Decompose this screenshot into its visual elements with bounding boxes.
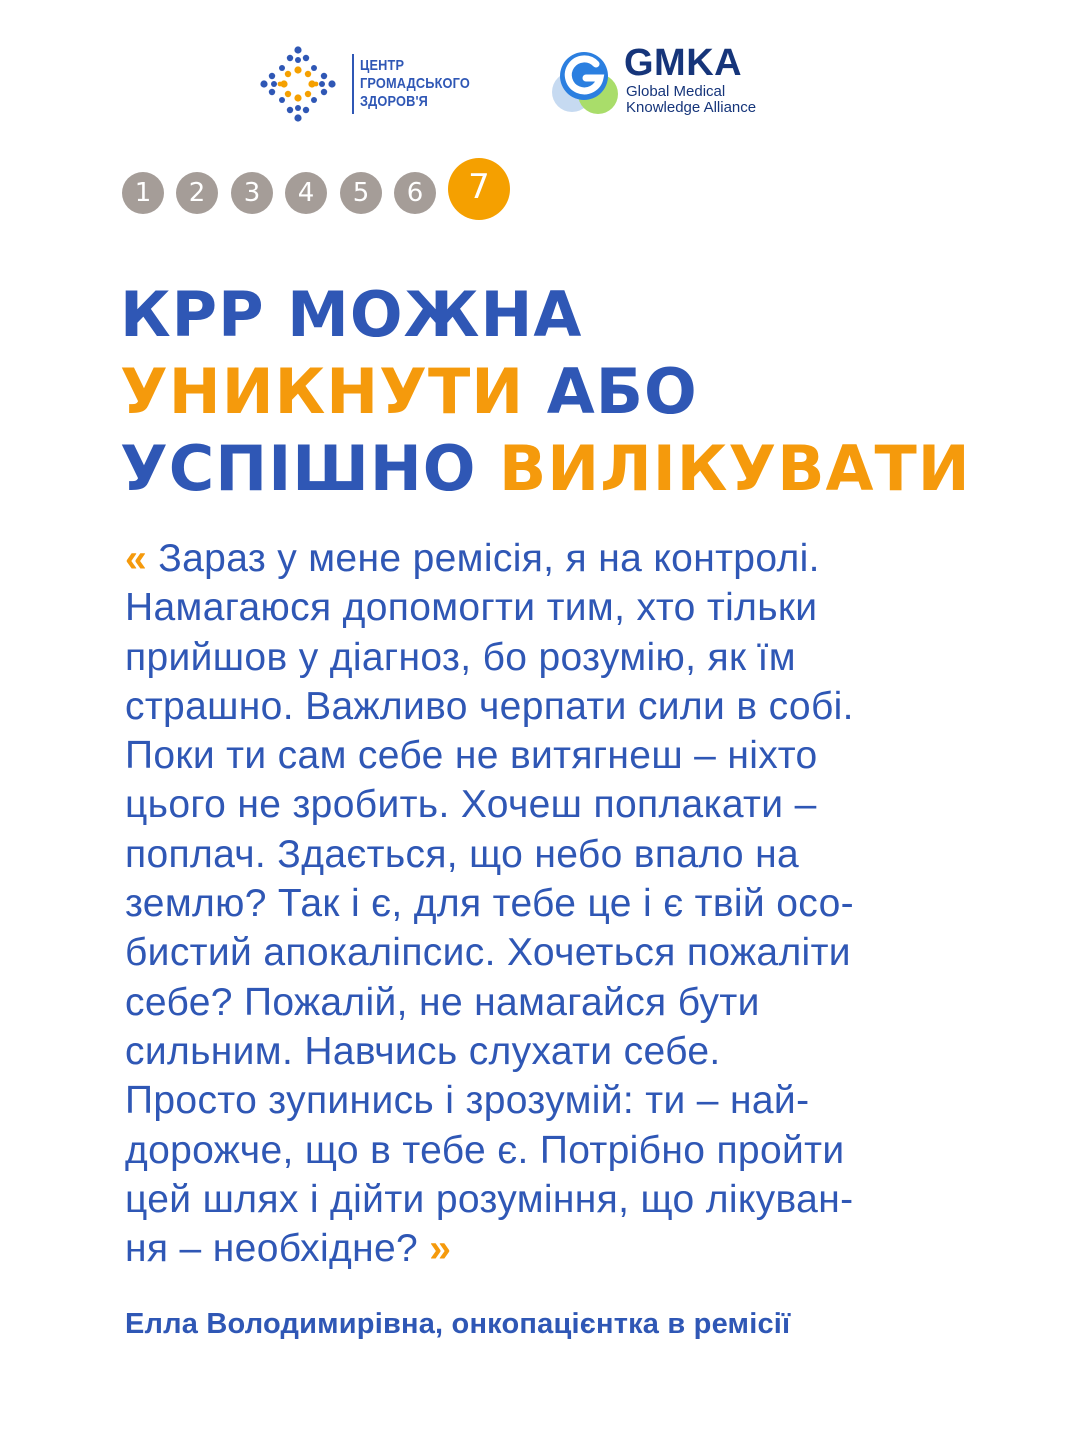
quote-line: дорожче, що в тебе є. Потрібно пройти (125, 1128, 845, 1172)
quote-line: поплач. Здається, що небо впало на (125, 832, 800, 876)
close-quote-mark: » (429, 1227, 452, 1271)
public-health-center-logo (258, 44, 488, 124)
quote-line: прийшов у діагноз, бо розумію, як їм (125, 635, 796, 679)
gmka-abbreviation: GMKA (624, 42, 743, 84)
gmka-logo (550, 42, 810, 122)
public-health-center-wordmark (360, 57, 471, 111)
page-step-4[interactable]: 4 (285, 172, 327, 214)
page-step-7-active[interactable]: 7 (448, 158, 510, 220)
page-step-5[interactable]: 5 (340, 172, 382, 214)
quote-line: Просто зупинись і зрозумій: ти – най- (125, 1079, 810, 1123)
quote-line: ня – необхідне? (125, 1227, 419, 1271)
logo-text-line: ЗДОРОВ'Я (360, 93, 429, 110)
logo-text-line: ЦЕНТР (360, 57, 405, 74)
gmka-name-line: Knowledge Alliance (626, 99, 757, 116)
quote-attribution: Елла Володимирівна, онкопацієнтка в ремісії (125, 1308, 791, 1340)
quote-line: бистий апокаліпсис. Хочеться пожаліти (125, 931, 851, 975)
headline-part: АБО (546, 355, 698, 428)
gmka-name-line: Global Medical (626, 83, 726, 100)
headline-highlight: ВИЛІКУВАТИ (499, 432, 971, 505)
quote-line: страшно. Важливо черпати сили в собі. (125, 684, 854, 728)
open-quote-mark: « (125, 537, 148, 580)
quote-line: Поки ти сам себе не витягнеш – ніхто (125, 734, 818, 778)
quote-line: себе? Пожалій, не намагайся бути (125, 980, 760, 1024)
gmka-emblem-icon (550, 42, 622, 118)
partner-logos (0, 40, 1080, 130)
page-step-3[interactable]: 3 (231, 172, 273, 214)
page-step-1[interactable]: 1 (122, 172, 164, 214)
quote-line: Намагаюся допомогти тим, хто тільки (125, 586, 818, 630)
headline-highlight: УНИКНУТИ (120, 355, 525, 428)
headline-part: УСПІШНО (120, 432, 477, 505)
quote-line: сильним. Навчись слухати себе. (125, 1029, 721, 1073)
logo-divider (352, 54, 354, 114)
headline-part: КРР МОЖНА (120, 278, 583, 351)
quote-line: цей шлях і дійти розуміння, що лікуван- (125, 1177, 854, 1221)
page-step-2[interactable]: 2 (176, 172, 218, 214)
slide-pagination (122, 158, 542, 238)
public-health-center-emblem-icon (258, 44, 338, 124)
quote-line: цього не зробить. Хочеш поплакати – (125, 783, 817, 827)
headline (120, 276, 1020, 507)
quote-line: землю? Так і є, для тебе це і є твій осо- (125, 882, 854, 926)
gmka-full-name (626, 84, 826, 116)
quote-line: Зараз у мене ремісія, я на контролі. (158, 537, 820, 580)
patient-quote (125, 534, 1005, 1273)
page-step-6[interactable]: 6 (394, 172, 436, 214)
logo-text-line: ГРОМАДСЬКОГО (360, 75, 470, 92)
